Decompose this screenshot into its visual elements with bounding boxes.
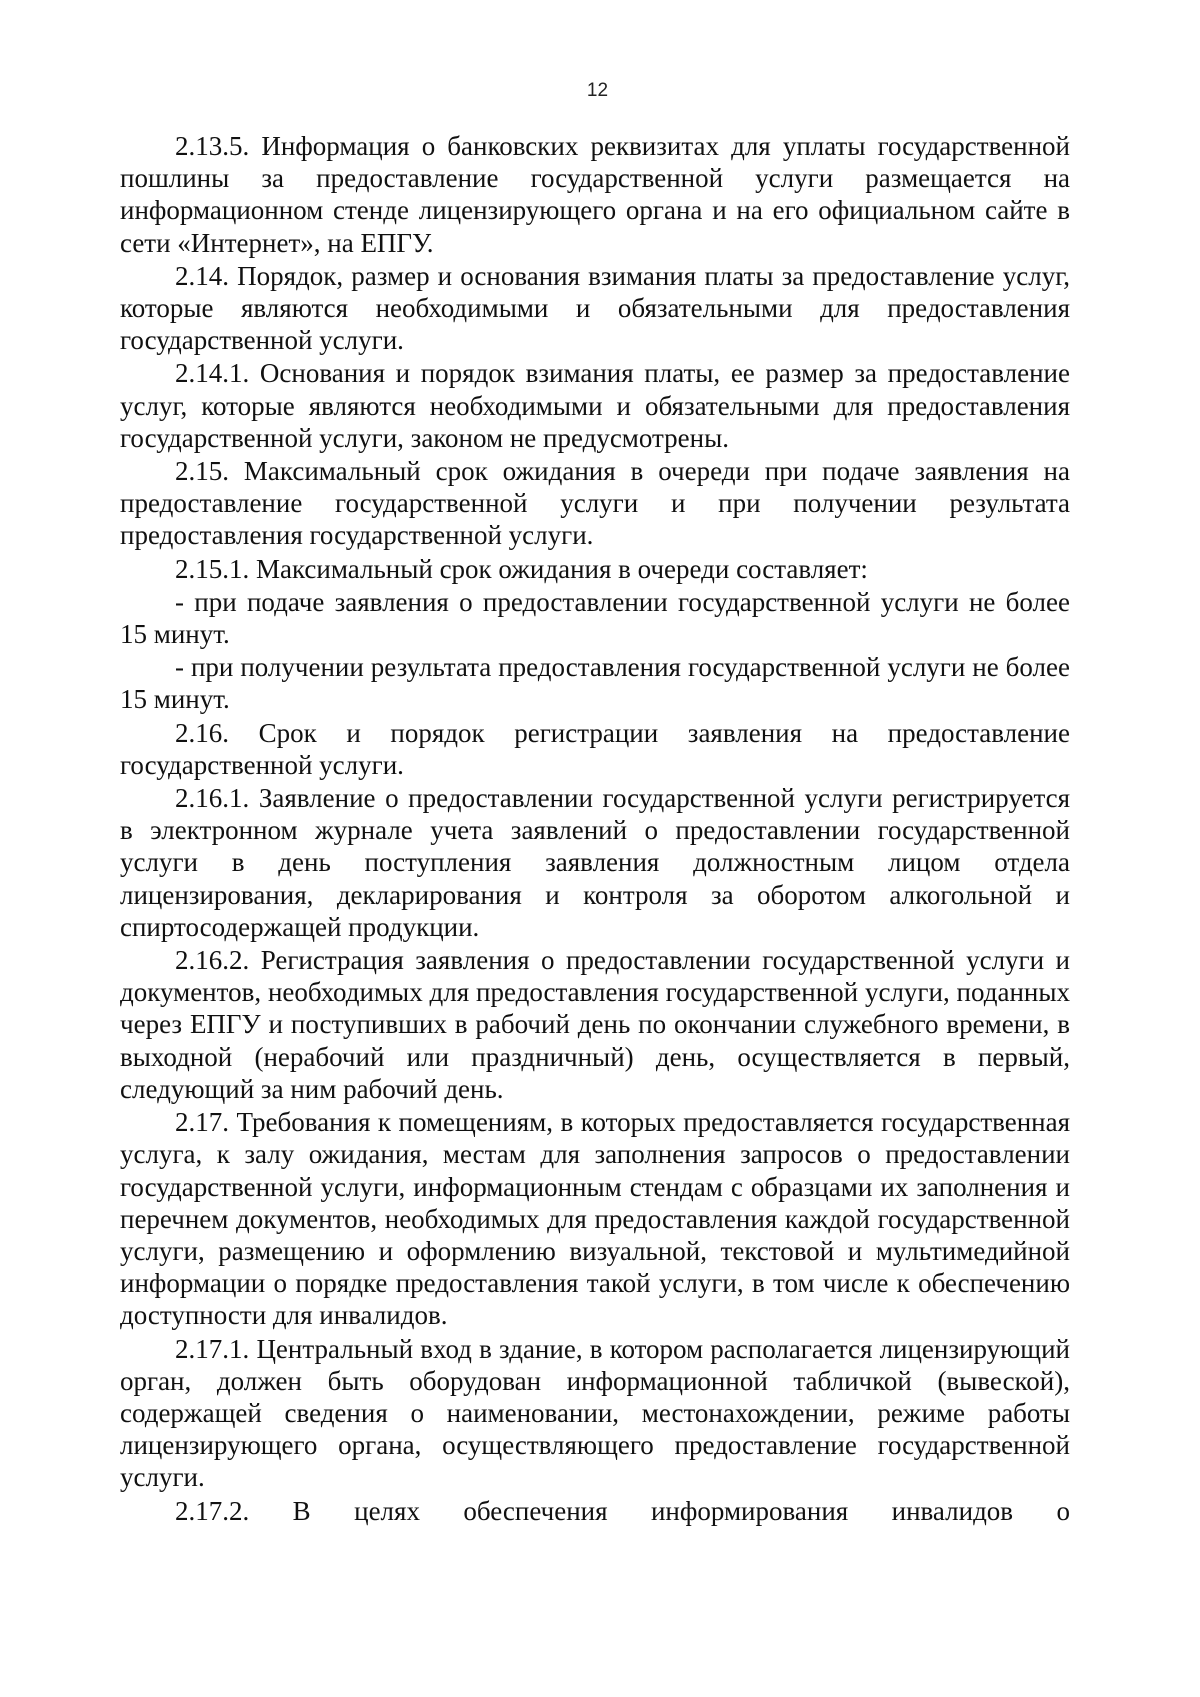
paragraph-2-13-5: 2.13.5. Информация о банковских реквизитах для уплаты государственной пошлины за предоставление государственной услуги размещается на информационном стенде лицензирующего органа и на его официальном сайте в сети «Интернет», на ЕПГУ. [120,131,1070,258]
paragraph-2-17-1: 2.17.1. Центральный вход в здание, в котором располагается лицензирующий орган, должен быть оборудован информационной табличкой (вывеской), содержащей сведения о наименовании, местонахождении, режиме работы лицензирующего органа, осуществляющего предоставление государственной услуги. [120,1333,1070,1493]
paragraph-2-16: 2.16. Срок и порядок регистрации заявления на предоставление государственной услуги. [120,717,1070,780]
page-number: 12 [586,80,609,101]
paragraph-2-14: 2.14. Порядок, размер и основания взимания платы за предоставление услуг, которые являются необходимыми и обязательными для предоставления государственной услуги. [120,260,1070,356]
document-body [120,130,1070,1527]
list-item-submission-wait: - при подаче заявления о предоставлении государственной услуги не более 15 минут. [120,586,1070,650]
paragraph-2-16-1: 2.16.1. Заявление о предоставлении государственной услуги регистрируется в электронном журнале учета заявлений о предоставлении государственной услуги в день поступления заявления должностным лицом отдела лицензирования, декларирования и контроля за оборотом алкогольной и спиртосодержащей продукции. [120,783,1070,942]
paragraph-2-15: 2.15. Максимальный срок ожидания в очереди при подаче заявления на предоставление государственной услуги и при получении результата предоставления государственной услуги. [120,456,1070,551]
paragraph-2-15-1: 2.15.1. Максимальный срок ожидания в очереди составляет: [175,553,868,584]
paragraph-2-17: 2.17. Требования к помещениям, в которых предоставляется государственная услуга, к залу ожидания, местам для заполнения запросов о предоставлении государственной услуги, информационным стендам с образцами их заполнения и перечнем документов, необходимых для предоставления каждой государственной услуги, размещению и оформлению визуальной, текстовой и мультимедийной информации о порядке предоставления такой услуги, в том числе к обеспечению доступности для инвалидов. [120,1107,1070,1331]
paragraph-2-16-2: 2.16.2. Регистрация заявления о предоставлении государственной услуги и документов, необходимых для предоставления государственной услуги, поданных через ЕПГУ и поступивших в рабочий день по окончании служебного времени, в выходной (нерабочий или праздничный) день, осуществляется в первый, следующий за ним рабочий день. [120,945,1070,1104]
paragraph-2-14-1: 2.14.1. Основания и порядок взимания платы, ее размер за предоставление услуг, которые являются необходимыми и обязательными для предоставления государственной услуги, законом не предусмотрены. [120,358,1070,453]
list-item-result-wait: - при получении результата предоставления государственной услуги не более 15 минут. [120,652,1070,715]
paragraph-2-17-2: 2.17.2. В целях обеспечения информирования инвалидов о [175,1495,1070,1526]
